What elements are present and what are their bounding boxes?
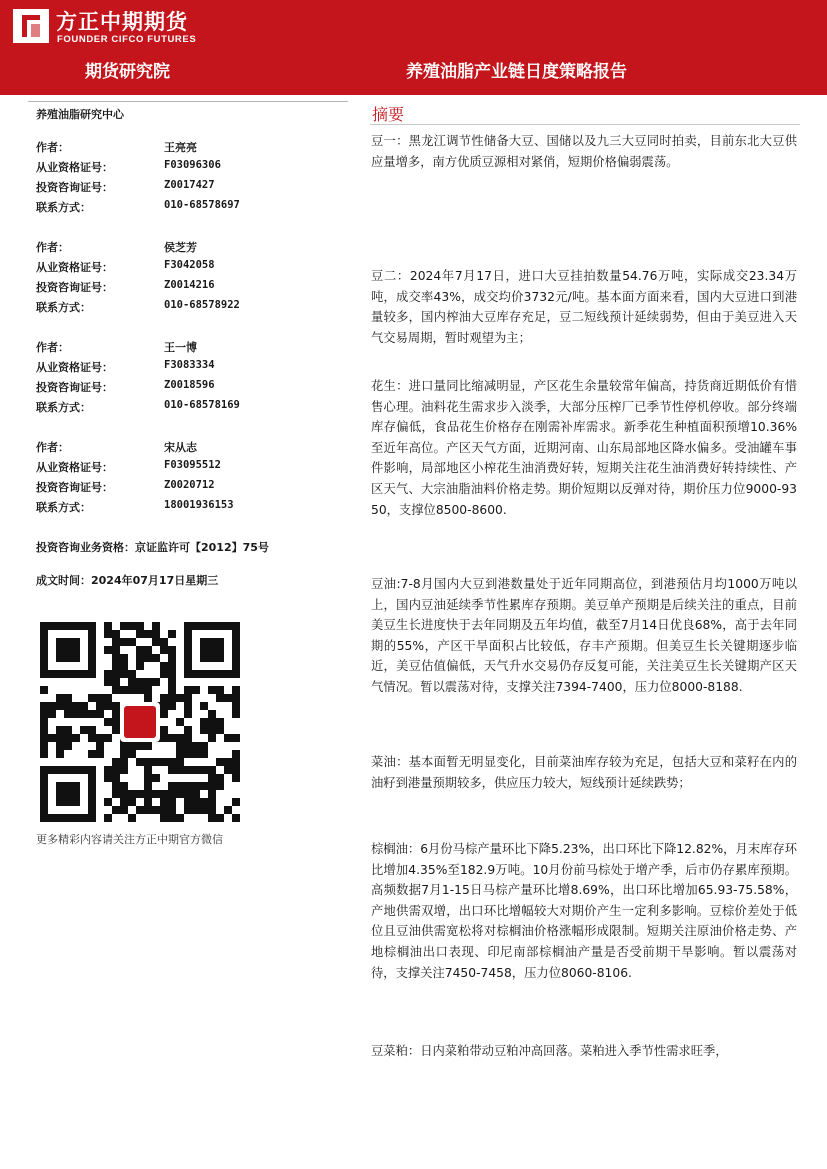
license-label: 从业资格证号： (36, 361, 113, 374)
contact-label: 联系方式： (36, 201, 91, 214)
author-name-label: 作者： (36, 341, 69, 354)
license-number: F3042058 (164, 259, 215, 271)
consult-label: 投资咨询证号： (36, 181, 113, 194)
report-title: 养殖油脂产业链日度策略报告 (406, 62, 627, 82)
business-license: 投资咨询业务资格：京证监许可【2012】75号 (36, 541, 269, 554)
consult-number: Z0017427 (164, 179, 215, 191)
paragraph-rapeseed-oil: 菜油：基本面暂无明显变化，目前菜油库存较为充足，包括大豆和菜籽在内的油籽到港量预期较多，供应压力较大，短线预计延续跌势； (371, 755, 797, 790)
paragraph-peanut: 花生：进口量同比缩减明显，产区花生余量较常年偏高，持货商近期低价有惜售心理。油料花生需求步入淡季，大部分压榨厂已季节性停机停收。部分终端库存偏低，食品花生价格存在刚需补库需求。新季花生种植面积预增10.36%至近年高位。产区天气方面，近期河南、山东局部地区降水偏多。受油罐车事件影响，局部地区小榨花生油消费好转，短期关注花生油消费好转持续性、产区天气、大宗油脂油料价格走势。期价短期以反弹对待，期价压力位9000-9350，支撑位8500-8600. (371, 379, 797, 517)
paragraph-soybean-1: 豆一：黑龙江调节性储备大豆、国储以及九三大豆同时拍卖，目前东北大豆供应量增多，南方优质豆源相对紧俏，短期价格偏弱震荡。 (371, 134, 797, 169)
paragraph-palm-oil: 棕榈油：6月份马棕产量环比下降5.23%，出口环比下降12.82%，月末库存环比增加4.35%至182.9万吨。10月份前马棕处于增产季，后市仍存累库预期。高频数据7月1-15日马棕产量环比增8.69%，出口环比增加65.93-75.58%，产地供需双增，出口环比增幅较大对期价产生一定利多影响。豆棕价差处于低位且豆油供需宽松将对棕榈油价格涨幅形成限制。短期关注原油价格走势、产地棕榈油出口表现、印尼南部棕榈油产量是否受前期干旱影响。暂以震荡对待，支撑关注7450-7458，压力位8060-8106. (371, 842, 797, 980)
qr-center-logo-icon (120, 702, 160, 742)
contact-label: 联系方式： (36, 401, 91, 414)
author-name: 王亮亮 (164, 141, 197, 154)
license-number: F03096306 (164, 159, 221, 171)
author-name-label: 作者： (36, 441, 69, 454)
author-name-label: 作者： (36, 241, 69, 254)
consult-number: Z0020712 (164, 479, 215, 491)
paragraph-meal: 豆菜粕：日内菜粕带动豆粕冲高回落。菜粕进入季节性需求旺季， (371, 1044, 728, 1058)
author-name: 宋从志 (164, 441, 197, 454)
header-banner (0, 0, 827, 95)
research-team: 养殖油脂研究中心 (36, 108, 124, 121)
consult-label: 投资咨询证号： (36, 481, 113, 494)
contact-phone: 18001936153 (164, 499, 234, 511)
sidebar-divider (28, 101, 348, 102)
founder-logo-icon (13, 9, 49, 43)
author-name: 侯芝芳 (164, 241, 197, 254)
summary-title: 摘要 (372, 105, 405, 124)
logo-text-cn: 方正中期期货 (56, 10, 188, 34)
paragraph-soybean-2: 豆二：2024年7月17日，进口大豆挂拍数量54.76万吨，实际成交23.34万吨，成交率43%，成交均价3732元/吨。基本面方面来看，国内大豆进口到港量较多，国内榨油大豆库存充足，豆二短线预计延续弱势，但由于美豆进入天气交易周期，暂时观望为主； (371, 269, 797, 345)
contact-phone: 010-68578697 (164, 199, 240, 211)
consult-label: 投资咨询证号： (36, 281, 113, 294)
logo-text-en: FOUNDER CIFCO FUTURES (57, 34, 197, 45)
contact-phone: 010-68578922 (164, 299, 240, 311)
contact-phone: 010-68578169 (164, 399, 240, 411)
summary-divider (370, 124, 800, 125)
contact-label: 联系方式： (36, 501, 91, 514)
consult-number: Z0018596 (164, 379, 215, 391)
institute-name: 期货研究院 (85, 62, 170, 82)
license-label: 从业资格证号： (36, 461, 113, 474)
author-name: 王一博 (164, 341, 197, 354)
license-number: F3083334 (164, 359, 215, 371)
qr-code-icon[interactable] (40, 622, 240, 822)
consult-number: Z0014216 (164, 279, 215, 291)
license-label: 从业资格证号： (36, 261, 113, 274)
contact-label: 联系方式： (36, 301, 91, 314)
paragraph-soybean-oil: 豆油:7-8月国内大豆到港数量处于近年同期高位，到港预估月均1000万吨以上，国内豆油延续季节性累库存预期。美豆单产预期是后续关注的重点，目前美豆生长进度快于去年同期及五年均值，截至7月14日优良68%，高于去年同期的55%，产区干旱面积占比较低，存丰产预期。但美豆生长关键期逐步临近，美豆估值偏低，天气升水交易仍存反复可能，关注美豆生长关键期产区天气情况。暂以震荡对待，支撑关注7394-7400，压力位8000-8188. (371, 577, 797, 694)
license-number: F03095512 (164, 459, 221, 471)
qr-caption: 更多精彩内容请关注方正中期官方微信 (36, 833, 223, 846)
consult-label: 投资咨询证号： (36, 381, 113, 394)
license-label: 从业资格证号： (36, 161, 113, 174)
author-name-label: 作者： (36, 141, 69, 154)
publish-date: 成文时间：2024年07月17日星期三 (36, 574, 219, 587)
